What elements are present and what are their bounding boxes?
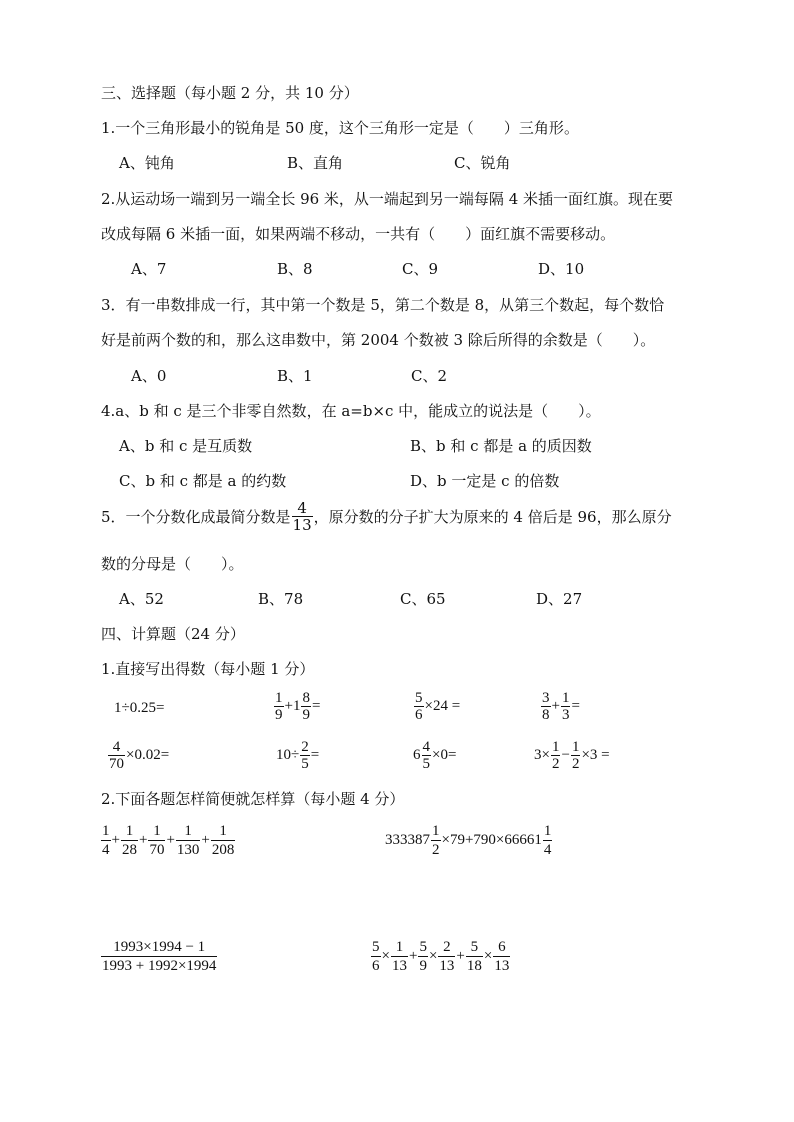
fraction-denominator: 70 bbox=[149, 842, 165, 858]
fraction-denominator: 4 bbox=[543, 842, 552, 858]
fraction-numerator: 4 bbox=[112, 739, 121, 755]
equals: = bbox=[571, 698, 580, 714]
q3-line1: 3．有一串数排成一行，其中第一个数是 5，第二个数是 8，从第三个数起，每个数恰 bbox=[101, 296, 665, 314]
operator: + bbox=[166, 832, 175, 848]
operator: +1 bbox=[284, 698, 301, 714]
expr-5 bbox=[107, 739, 169, 772]
calc-2-frac-1 bbox=[431, 822, 441, 859]
q5-option-c: C、65 bbox=[400, 590, 446, 608]
operator: + bbox=[201, 832, 210, 848]
q4-option-d: D、b 一定是 c 的倍数 bbox=[410, 472, 560, 490]
expr-8-pre: 3× bbox=[534, 747, 550, 763]
expr-6-pre: 10÷ bbox=[276, 747, 300, 763]
calc-4-frac-1a bbox=[371, 938, 381, 975]
expr-4-frac-a bbox=[541, 690, 551, 723]
q4-option-b: B、b 和 c 都是 a 的质因数 bbox=[410, 437, 592, 455]
fraction-numerator: 1 bbox=[561, 690, 570, 706]
fraction-denominator: 2 bbox=[432, 842, 440, 858]
fraction-denominator: 4 bbox=[102, 842, 110, 858]
operator: − bbox=[561, 747, 570, 763]
q1-text: 1.一个三角形最小的锐角是 50 度，这个三角形一定是（ ）三角形。 bbox=[101, 119, 579, 137]
expr-8 bbox=[534, 739, 610, 772]
calc-3 bbox=[100, 938, 218, 975]
fraction-numerator: 1 bbox=[395, 939, 404, 955]
q2-option-b: B、8 bbox=[277, 260, 313, 278]
operator: + bbox=[456, 948, 465, 964]
fraction-denominator: 5 bbox=[422, 756, 430, 772]
operator: + bbox=[138, 832, 148, 848]
q5-line1 bbox=[101, 500, 672, 533]
equals: = bbox=[310, 747, 320, 763]
expr-3-rest: ×24 = bbox=[424, 698, 461, 714]
fraction-numerator: 1 bbox=[571, 739, 580, 755]
fraction-numerator: 5 bbox=[470, 939, 479, 955]
expr-5-frac bbox=[108, 739, 125, 772]
expr-7-frac bbox=[422, 739, 432, 772]
mixed-whole: 66661 bbox=[504, 832, 542, 848]
expr-1: 1÷0.25= bbox=[114, 700, 165, 716]
expr-8-frac-a bbox=[551, 739, 561, 772]
q4-option-a: A、b 和 c 是互质数 bbox=[119, 437, 253, 455]
calc-4-frac-3b bbox=[493, 938, 510, 975]
calc-4 bbox=[370, 938, 511, 975]
fraction-denominator: 6 bbox=[415, 707, 423, 723]
fraction-denominator: 18 bbox=[466, 958, 482, 974]
calc-4-frac-2b bbox=[438, 938, 455, 975]
fraction-numerator: 5 bbox=[415, 690, 423, 706]
q2-option-a: A、7 bbox=[131, 260, 167, 278]
fraction-denominator: 13 bbox=[292, 516, 312, 534]
fraction-denominator: 28 bbox=[121, 842, 137, 858]
equals: = bbox=[311, 698, 321, 714]
fraction-numerator: 1 bbox=[551, 739, 560, 755]
expr-3-frac bbox=[414, 690, 424, 723]
calc-2 bbox=[385, 822, 553, 859]
q5-option-a: A、52 bbox=[119, 590, 164, 608]
expr-6 bbox=[276, 739, 319, 772]
operator: + bbox=[551, 698, 560, 714]
q2-line1: 2.从运动场一端到另一端全长 96 米，从一端起到另一端每隔 4 米插一面红旗。现在要 bbox=[101, 190, 674, 208]
q3-option-a: A、0 bbox=[131, 367, 167, 385]
operator: × bbox=[483, 948, 493, 964]
calc-1-frac-5 bbox=[211, 822, 236, 859]
calc-1 bbox=[100, 822, 236, 859]
fraction-numerator: 5 bbox=[419, 939, 427, 955]
q3-option-c: C、2 bbox=[411, 367, 448, 385]
calc-4-frac-1b bbox=[391, 938, 408, 975]
expr-7-rest: ×0= bbox=[432, 747, 457, 763]
operator: + bbox=[111, 832, 120, 848]
fraction-denominator: 8 bbox=[542, 707, 550, 723]
section-4-heading: 四、计算题（24 分） bbox=[101, 625, 245, 643]
fraction-numerator: 4 bbox=[422, 739, 430, 755]
part-1-heading: 1.直接写出得数（每小题 1 分） bbox=[101, 660, 315, 678]
q5-fraction bbox=[292, 500, 313, 533]
expr-5-rest: ×0.02= bbox=[126, 747, 170, 763]
fraction-denominator: 2 bbox=[571, 756, 580, 772]
q3-option-b: B、1 bbox=[277, 367, 313, 385]
fraction-denominator: 6 bbox=[372, 958, 380, 974]
fraction-numerator: 6 bbox=[498, 939, 506, 955]
calc-4-frac-3a bbox=[466, 938, 483, 975]
fraction-denominator: 5 bbox=[301, 756, 309, 772]
fraction-numerator: 1 bbox=[153, 823, 161, 839]
fraction-numerator: 3 bbox=[542, 690, 550, 706]
q2-option-c: C、9 bbox=[402, 260, 439, 278]
q5-option-b: B、78 bbox=[258, 590, 304, 608]
q5-suffix: ，原分数的分子扩大为原来的 4 倍后是 96，那么原分 bbox=[313, 507, 672, 526]
q5-option-d: D、27 bbox=[536, 590, 583, 608]
q5-line2: 数的分母是（ ）。 bbox=[101, 555, 244, 573]
fraction-numerator: 8 bbox=[302, 690, 310, 706]
mixed-whole: 333387 bbox=[385, 832, 430, 848]
calc-1-frac-4 bbox=[176, 822, 201, 859]
expr-2-frac-b bbox=[301, 690, 311, 723]
fraction-denominator: 9 bbox=[419, 958, 427, 974]
fraction-numerator: 1 bbox=[219, 823, 227, 839]
q1-option-a: A、钝角 bbox=[119, 154, 175, 172]
fraction-denominator: 13 bbox=[439, 958, 455, 974]
expr-2 bbox=[273, 690, 320, 723]
fraction-denominator: 13 bbox=[494, 958, 510, 974]
expr-4 bbox=[540, 690, 580, 723]
q2-option-d: D、10 bbox=[538, 260, 585, 278]
fraction-numerator: 2 bbox=[301, 739, 309, 755]
fraction-denominator: 9 bbox=[302, 707, 310, 723]
expr-6-frac bbox=[300, 739, 310, 772]
mixed-whole: 6 bbox=[413, 747, 421, 763]
section-3-heading: 三、选择题（每小题 2 分，共 10 分） bbox=[101, 84, 359, 102]
calc-1-frac-3 bbox=[148, 822, 165, 859]
fraction-denominator: 3 bbox=[561, 707, 570, 723]
q4-text: 4.a、b 和 c 是三个非零自然数，在 a=b×c 中，能成立的说法是（ ）。 bbox=[101, 402, 601, 420]
fraction-numerator: 1 bbox=[125, 823, 134, 839]
calc-1-frac-1 bbox=[101, 822, 111, 859]
fraction-denominator: 208 bbox=[211, 842, 235, 858]
q1-option-c: C、锐角 bbox=[454, 154, 511, 172]
calc-4-frac-2a bbox=[418, 938, 428, 975]
calc-3-frac bbox=[101, 938, 217, 975]
fraction-denominator: 2 bbox=[551, 756, 560, 772]
expr-3 bbox=[413, 690, 460, 723]
fraction-numerator: 1 bbox=[184, 823, 192, 839]
part-2-heading: 2.下面各题怎样简便就怎样算（每小题 4 分） bbox=[101, 790, 405, 808]
expr-4-frac-b bbox=[561, 690, 571, 723]
expr-8-frac-b bbox=[571, 739, 581, 772]
fraction-denominator: 9 bbox=[275, 707, 283, 723]
fraction-numerator: 1 bbox=[432, 823, 440, 839]
q4-option-c: C、b 和 c 都是 a 的约数 bbox=[119, 472, 287, 490]
fraction-numerator: 1 bbox=[543, 823, 552, 839]
fraction-numerator: 4 bbox=[297, 499, 307, 517]
operator: + bbox=[408, 948, 418, 964]
expr-8-rest: ×3 = bbox=[581, 747, 610, 763]
fraction-denominator: 1993 + 1992×1994 bbox=[102, 958, 217, 974]
calc-1-frac-2 bbox=[121, 822, 138, 859]
fraction-denominator: 70 bbox=[109, 756, 124, 772]
fraction-denominator: 13 bbox=[391, 958, 407, 974]
fraction-numerator: 2 bbox=[443, 939, 451, 955]
fraction-numerator: 1993×1994 − 1 bbox=[113, 939, 206, 955]
q2-line2: 改成每隔 6 米插一面，如果两端不移动，一共有（ ）面红旗不需要移动。 bbox=[101, 225, 616, 243]
operator: × bbox=[428, 948, 438, 964]
operator: × bbox=[381, 948, 390, 964]
q5-prefix: 5．一个分数化成最简分数是 bbox=[101, 507, 291, 526]
expr-2-frac-a bbox=[274, 690, 284, 723]
q1-option-b: B、直角 bbox=[287, 154, 344, 172]
fraction-numerator: 1 bbox=[102, 823, 110, 839]
fraction-numerator: 1 bbox=[275, 690, 283, 706]
calc-2-frac-2 bbox=[543, 822, 553, 859]
calc-2-mid: ×79+790× bbox=[441, 832, 505, 848]
expr-7 bbox=[413, 739, 456, 772]
fraction-denominator: 130 bbox=[176, 842, 200, 858]
q3-line2: 好是前两个数的和，那么这串数中，第 2004 个数被 3 除后所得的余数是（ ）。 bbox=[101, 331, 656, 349]
fraction-numerator: 5 bbox=[372, 939, 380, 955]
